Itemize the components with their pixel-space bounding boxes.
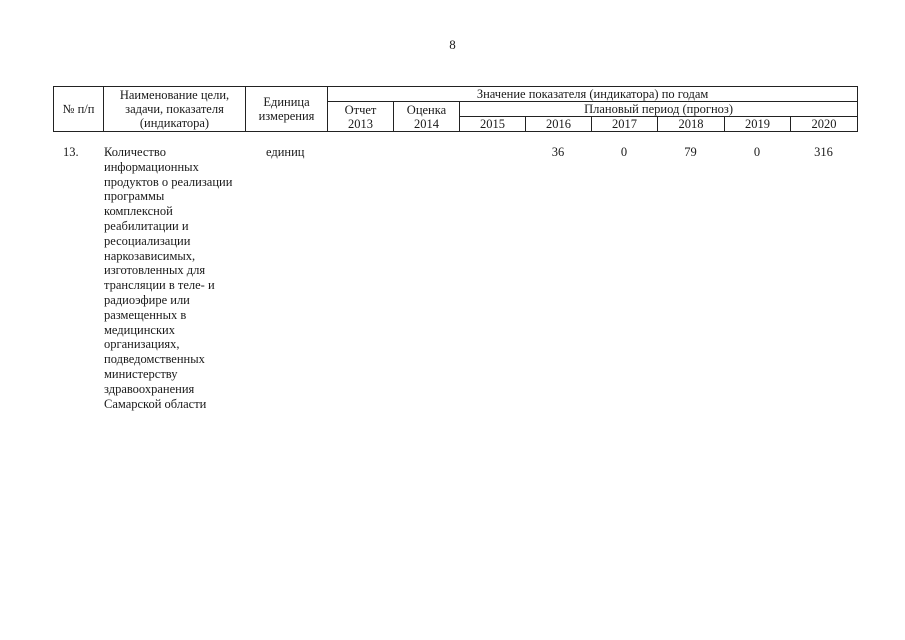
header-col-number: № п/п	[54, 87, 104, 132]
indicator-name-line: программы	[104, 189, 165, 204]
indicator-name-line: организациях,	[104, 337, 180, 352]
value-2016: 36	[551, 145, 565, 159]
header-estimate-label: Оценка	[406, 102, 447, 117]
indicator-name-line: радиоэфире или	[104, 292, 190, 307]
header-col-name: Наименование цели, задачи, показателя (индикатора)	[104, 87, 246, 132]
indicator-name	[104, 145, 254, 411]
indicator-name-line: министерству	[104, 366, 178, 381]
header-plan-period: Плановый период (прогноз)	[460, 102, 858, 117]
header-col-unit: Единица измерения	[246, 87, 328, 132]
header-year-2015: 2015	[460, 117, 526, 132]
header-year-2019: 2019	[725, 117, 791, 132]
indicator-name-line: Количество	[104, 145, 166, 159]
indicator-name-line: медицинских	[104, 322, 175, 337]
header-report-label: Отчет	[344, 102, 377, 117]
value-2019: 0	[753, 145, 761, 159]
value-2018: 79	[684, 145, 697, 159]
indicator-table-header	[53, 86, 858, 132]
indicator-name-line: трансляции в теле- и	[104, 278, 215, 293]
indicator-name-line: продуктов о реализации	[104, 174, 233, 189]
header-report	[328, 102, 394, 132]
indicator-name-line: подведомственных	[104, 352, 205, 367]
row-number: 13.	[63, 145, 79, 159]
indicator-name-line: информационных	[104, 159, 199, 174]
indicator-name-line: реабилитации и	[104, 218, 189, 233]
header-year-2017: 2017	[592, 117, 658, 132]
indicator-name-line: размещенных в	[104, 307, 187, 322]
indicator-name-line: наркозависимых,	[104, 248, 196, 263]
header-year-2020: 2020	[791, 117, 858, 132]
indicator-name-line: Самарской области	[104, 396, 207, 411]
value-2020: 316	[814, 145, 833, 159]
indicator-name-line: изготовленных для	[104, 263, 206, 278]
unit-value: единиц	[266, 145, 305, 159]
header-estimate-year: 2014	[414, 116, 439, 131]
header-estimate	[394, 102, 460, 132]
value-2017: 0	[620, 145, 628, 159]
page-number: 8	[449, 37, 456, 52]
header-report-year: 2013	[348, 116, 373, 131]
indicator-name-line: комплексной	[104, 204, 173, 219]
header-values-title: Значение показателя (индикатора) по годам	[328, 87, 858, 102]
header-year-2016: 2016	[526, 117, 592, 132]
header-year-2018: 2018	[658, 117, 725, 132]
indicator-name-line: ресоциализации	[104, 233, 191, 248]
indicator-name-line: здравоохранения	[104, 381, 195, 396]
